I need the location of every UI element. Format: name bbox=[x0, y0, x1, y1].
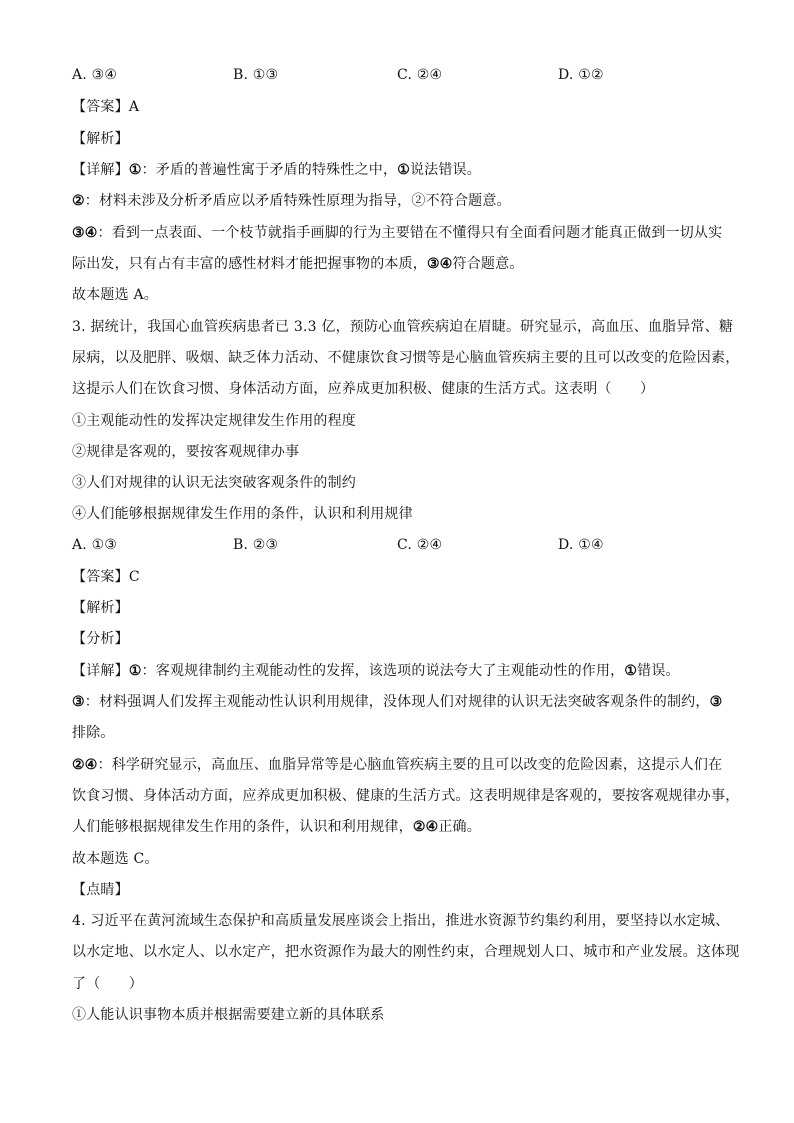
text: 错误。 bbox=[637, 663, 680, 679]
detail-tag: 【详解】 bbox=[72, 162, 129, 178]
q2-analysis-tag: 【解析】 bbox=[72, 131, 129, 147]
text: ：客观规律制约主观能动性的发挥，该选项的说法夸大了主观能动性的作用， bbox=[141, 663, 625, 679]
text: ：材料强调人们发挥主观能动性认识利用规律，没体现人们对规律的认识无法突破客观条件的制约， bbox=[84, 694, 710, 710]
q3-detail-1 bbox=[72, 660, 732, 682]
mark: ②④ bbox=[412, 819, 439, 835]
q4-item-1: ①人能认识事物本质并根据需要建立新的具体联系 bbox=[72, 1007, 385, 1023]
q2-option-d: D. ①② bbox=[558, 67, 604, 83]
q2-detail-2 bbox=[72, 190, 732, 212]
q3-stem-2: 尿病，以及肥胖、吸烟、缺乏体力活动、不健康饮食习惯等是心脑血管疾病主要的且可以改变的危险因素， bbox=[72, 350, 740, 366]
q4-stem-2: 以水定地、以水定人、以水定产，把水资源作为最大的刚性约束，合理规划人口、城市和产业发展。这体现 bbox=[72, 944, 740, 960]
text: ：材料未涉及分析矛盾应以矛盾特殊性原理为指导，②不符合题意。 bbox=[84, 193, 511, 209]
detail-tag: 【详解】 bbox=[72, 663, 129, 679]
q3-options bbox=[72, 534, 732, 556]
text: ：看到一点表面、一个枝节就指手画脚的行为主要错在不懂得只有全面看问题才能真正做到一切从实 bbox=[97, 225, 723, 241]
mark: ③ bbox=[72, 694, 85, 710]
q3-option-c: C. ②④ bbox=[397, 537, 443, 553]
q3-item-2: ②规律是客观的，要按客观规律办事 bbox=[72, 444, 300, 460]
mark: ② bbox=[72, 193, 85, 209]
q2-conclusion: 故本题选 A。 bbox=[72, 287, 158, 303]
mark: ③④ bbox=[72, 225, 98, 241]
q2-answer bbox=[72, 96, 732, 118]
q3-detail-3-line2: 饮食习惯、身体活动方面，应养成更加积极、健康的生活方式。这表明规律是客观的，要按客观规律办事， bbox=[72, 788, 740, 804]
answer-value: A bbox=[128, 99, 140, 115]
q4-stem-1: 4. 习近平在黄河流域生态保护和高质量发展座谈会上指出，推进水资源节约集约利用，要坚持以水定城、 bbox=[72, 913, 730, 929]
q2-options bbox=[72, 64, 732, 86]
q3-answer bbox=[72, 566, 732, 588]
answer-tag: 【答案】 bbox=[72, 569, 129, 585]
mark: ③ bbox=[709, 694, 723, 710]
answer-value: C bbox=[128, 569, 140, 585]
q3-dianjing-tag: 【点睛】 bbox=[72, 882, 129, 898]
q3-analysis-tag: 【解析】 bbox=[72, 600, 129, 616]
text: 正确。 bbox=[438, 819, 481, 835]
q2-detail-3-line2 bbox=[72, 253, 732, 275]
q3-item-3: ③人们对规律的认识无法突破客观条件的制约 bbox=[72, 475, 356, 491]
mark: ②④ bbox=[72, 757, 98, 773]
q3-detail-2-line1 bbox=[72, 691, 732, 713]
answer-tag: 【答案】 bbox=[72, 99, 129, 115]
q3-detail-3-line1 bbox=[72, 754, 732, 776]
q2-detail-3-line1 bbox=[72, 222, 732, 244]
text: 人们能够根据规律发生作用的条件，认识和利用规律， bbox=[72, 819, 413, 835]
mark: ① bbox=[128, 162, 142, 178]
q3-stem-1: 3. 据统计，我国心血管疾病患者已 3.3 亿，预防心血管疾病迫在眉睫。研究显示，高血压、血脂异常、糖 bbox=[72, 319, 734, 335]
q3-option-a: A. ①③ bbox=[72, 537, 118, 553]
q2-detail-1 bbox=[72, 159, 732, 181]
q3-item-4: ④人们能够根据规律发生作用的条件，认识和利用规律 bbox=[72, 506, 413, 522]
q3-stem-3: 这提示人们在饮食习惯、身体活动方面，应养成更加积极、健康的生活方式。这表明（ ） bbox=[72, 381, 655, 397]
q3-option-d: D. ①④ bbox=[558, 537, 604, 553]
q3-conclusion: 故本题选 C。 bbox=[72, 851, 159, 867]
q3-fenxi-tag: 【分析】 bbox=[72, 631, 129, 647]
q4-stem-3: 了（ ） bbox=[72, 976, 143, 992]
mark: ① bbox=[624, 663, 638, 679]
q2-option-c: C. ②④ bbox=[397, 67, 443, 83]
text: 符合题意。 bbox=[452, 256, 524, 272]
text: 际出发，只有占有丰富的感性材料才能把握事物的本质， bbox=[72, 256, 427, 272]
text: 说法错误。 bbox=[409, 162, 481, 178]
q3-detail-2-line2: 排除。 bbox=[72, 725, 115, 741]
q3-detail-3-line3 bbox=[72, 816, 732, 838]
mark: ③④ bbox=[427, 256, 453, 272]
q2-option-b: B. ①③ bbox=[233, 67, 279, 83]
text: ：矛盾的普遍性寓于矛盾的特殊性之中， bbox=[141, 162, 398, 178]
text: ：科学研究显示，高血压、血脂异常等是心脑血管疾病主要的且可以改变的危险因素，这提示人们在 bbox=[97, 757, 723, 773]
q3-option-b: B. ②③ bbox=[233, 537, 279, 553]
mark: ① bbox=[397, 162, 410, 178]
q2-option-a: A. ③④ bbox=[72, 67, 118, 83]
mark: ① bbox=[128, 663, 142, 679]
q3-item-1: ①主观能动性的发挥决定规律发生作用的程度 bbox=[72, 413, 356, 429]
